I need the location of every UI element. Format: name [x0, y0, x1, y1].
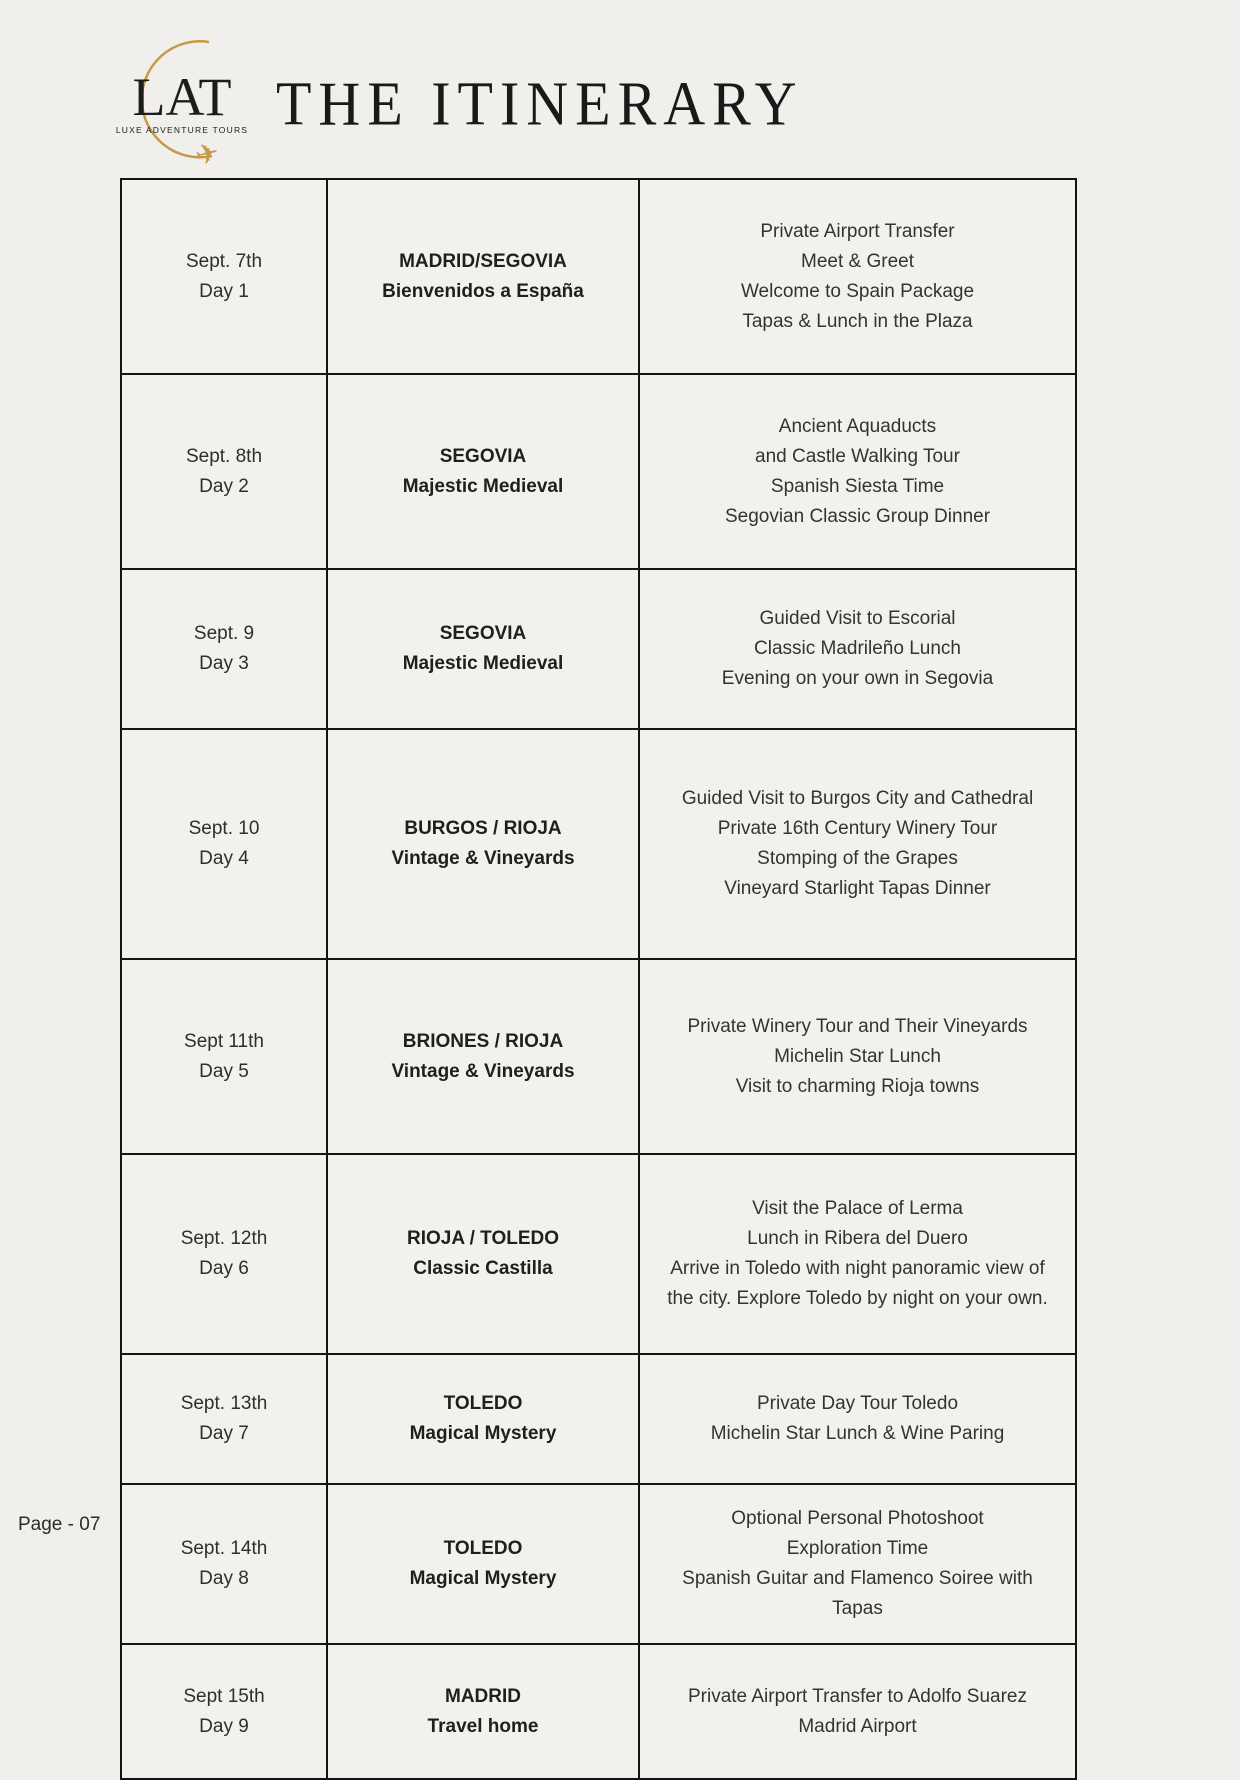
- activity-line: Exploration Time: [786, 1538, 929, 1559]
- destination-line: Travel home: [427, 1715, 539, 1737]
- destination-line: Majestic Medieval: [402, 653, 564, 674]
- date-cell: [121, 1354, 327, 1484]
- destination-cell: [327, 374, 639, 569]
- destination-line: Bienvenidos a España: [382, 280, 584, 302]
- date-cell: [121, 374, 327, 569]
- date-cell: [121, 1484, 327, 1644]
- date-line: Day 3: [199, 653, 249, 674]
- activity-line: Spanish Siesta Time: [770, 475, 945, 497]
- plane-icon: ✈: [191, 136, 223, 172]
- destination-line: TOLEDO: [443, 1393, 523, 1414]
- activity-line: Private 16th Century Winery Tour: [717, 818, 998, 839]
- date-line: Sept. 14th: [180, 1538, 268, 1559]
- date-line: Sept. 7th: [185, 250, 263, 272]
- activity-line: Welcome to Spain Package: [740, 280, 975, 302]
- destination-cell: [327, 959, 639, 1154]
- activities-cell: [639, 1354, 1076, 1484]
- activity-line: Evening on your own in Segovia: [721, 668, 994, 689]
- date-line: Sept. 10: [188, 818, 260, 839]
- destination-line: SEGOVIA: [439, 445, 527, 467]
- activities-cell: [639, 729, 1076, 959]
- destination-line: MADRID: [445, 1685, 521, 1707]
- header: [0, 0, 1240, 178]
- activity-line: Meet & Greet: [801, 250, 914, 272]
- date-line: Day 1: [199, 280, 249, 302]
- date-cell: [121, 1644, 327, 1779]
- date-line: Sept. 12th: [180, 1228, 268, 1249]
- itinerary-body: [121, 179, 1076, 1779]
- activity-line: Segovian Classic Group Dinner: [724, 505, 991, 527]
- destination-cell: [327, 729, 639, 959]
- table-row: [121, 1354, 1076, 1484]
- activity-line: the city. Explore Toledo by night on your own.: [667, 1288, 1048, 1309]
- destination-line: Classic Castilla: [413, 1258, 553, 1279]
- table-row: [121, 1484, 1076, 1644]
- date-line: Sept. 13th: [180, 1393, 268, 1414]
- destination-line: Vintage & Vineyards: [391, 848, 575, 869]
- date-cell: [121, 729, 327, 959]
- destination-cell: [327, 1354, 639, 1484]
- table-row: [121, 374, 1076, 569]
- activity-line: Spanish Guitar and Flamenco Soiree with Tapas: [682, 1568, 1033, 1619]
- date-line: Sept. 9: [193, 623, 255, 644]
- destination-line: Vintage & Vineyards: [391, 1060, 575, 1082]
- activity-line: Michelin Star Lunch: [774, 1045, 941, 1067]
- activity-line: Tapas & Lunch in the Plaza: [742, 310, 973, 332]
- activity-line: Vineyard Starlight Tapas Dinner: [724, 878, 991, 899]
- date-line: Day 9: [199, 1715, 249, 1737]
- activity-line: and Castle Walking Tour: [755, 445, 960, 467]
- page-title: THE ITINERARY: [276, 67, 804, 139]
- activity-line: Madrid Airport: [798, 1715, 917, 1737]
- table-row: [121, 729, 1076, 959]
- date-line: Day 4: [199, 848, 249, 869]
- table-row: [121, 959, 1076, 1154]
- destination-line: BRIONES / RIOJA: [402, 1030, 564, 1052]
- activities-cell: [639, 959, 1076, 1154]
- activity-line: Private Day Tour Toledo: [756, 1393, 959, 1414]
- destination-line: RIOJA / TOLEDO: [406, 1228, 560, 1249]
- date-line: Day 5: [199, 1060, 249, 1082]
- table-row: [121, 179, 1076, 374]
- date-line: Day 6: [199, 1258, 249, 1279]
- activities-cell: [639, 374, 1076, 569]
- activity-line: Guided Visit to Escorial: [759, 608, 956, 629]
- activity-line: Private Winery Tour and Their Vineyards: [687, 1015, 1028, 1037]
- destination-cell: [327, 1484, 639, 1644]
- page-number: Page - 07: [18, 1514, 101, 1535]
- activities-cell: [639, 569, 1076, 729]
- activity-line: Guided Visit to Burgos City and Cathedral: [681, 788, 1034, 809]
- destination-line: Majestic Medieval: [402, 475, 564, 497]
- destination-line: SEGOVIA: [439, 623, 527, 644]
- destination-cell: [327, 569, 639, 729]
- destination-cell: [327, 179, 639, 374]
- destination-line: Magical Mystery: [409, 1568, 557, 1589]
- activity-line: Private Airport Transfer to Adolfo Suarez: [687, 1685, 1027, 1707]
- itinerary-table: [120, 178, 1077, 1780]
- activity-line: Classic Madrileño Lunch: [754, 638, 961, 659]
- date-cell: [121, 569, 327, 729]
- table-row: [121, 1154, 1076, 1354]
- table-row: [121, 569, 1076, 729]
- activity-line: Visit to charming Rioja towns: [735, 1075, 980, 1097]
- activity-line: Arrive in Toledo with night panoramic view of: [670, 1258, 1045, 1279]
- date-line: Day 8: [199, 1568, 249, 1589]
- brand-name: LUXE ADVENTURE TOURS: [115, 125, 249, 135]
- activities-cell: [639, 1484, 1076, 1644]
- destination-cell: [327, 1644, 639, 1779]
- activity-line: Optional Personal Photoshoot: [731, 1508, 984, 1529]
- activities-cell: [639, 179, 1076, 374]
- date-line: Day 2: [199, 475, 249, 497]
- destination-line: BURGOS / RIOJA: [404, 818, 562, 839]
- activity-line: Stomping of the Grapes: [757, 848, 958, 869]
- destination-line: TOLEDO: [443, 1538, 523, 1559]
- brand-logo: [112, 33, 250, 173]
- activities-cell: [639, 1154, 1076, 1354]
- activity-line: Private Airport Transfer: [760, 220, 955, 242]
- date-cell: [121, 179, 327, 374]
- date-line: Sept 15th: [183, 1685, 265, 1707]
- activity-line: Visit the Palace of Lerma: [752, 1198, 963, 1219]
- destination-line: Magical Mystery: [409, 1423, 557, 1444]
- date-line: Day 7: [199, 1423, 249, 1444]
- activity-line: Michelin Star Lunch & Wine Paring: [710, 1423, 1005, 1444]
- date-cell: [121, 959, 327, 1154]
- activity-line: Lunch in Ribera del Duero: [747, 1228, 968, 1249]
- date-line: Sept. 8th: [185, 445, 263, 467]
- brand-initials: LAT: [132, 67, 232, 127]
- destination-line: MADRID/SEGOVIA: [399, 250, 567, 272]
- activity-line: Ancient Aquaducts: [778, 415, 937, 437]
- destination-cell: [327, 1154, 639, 1354]
- table-row: [121, 1644, 1076, 1779]
- activities-cell: [639, 1644, 1076, 1779]
- date-cell: [121, 1154, 327, 1354]
- date-line: Sept 11th: [184, 1030, 264, 1052]
